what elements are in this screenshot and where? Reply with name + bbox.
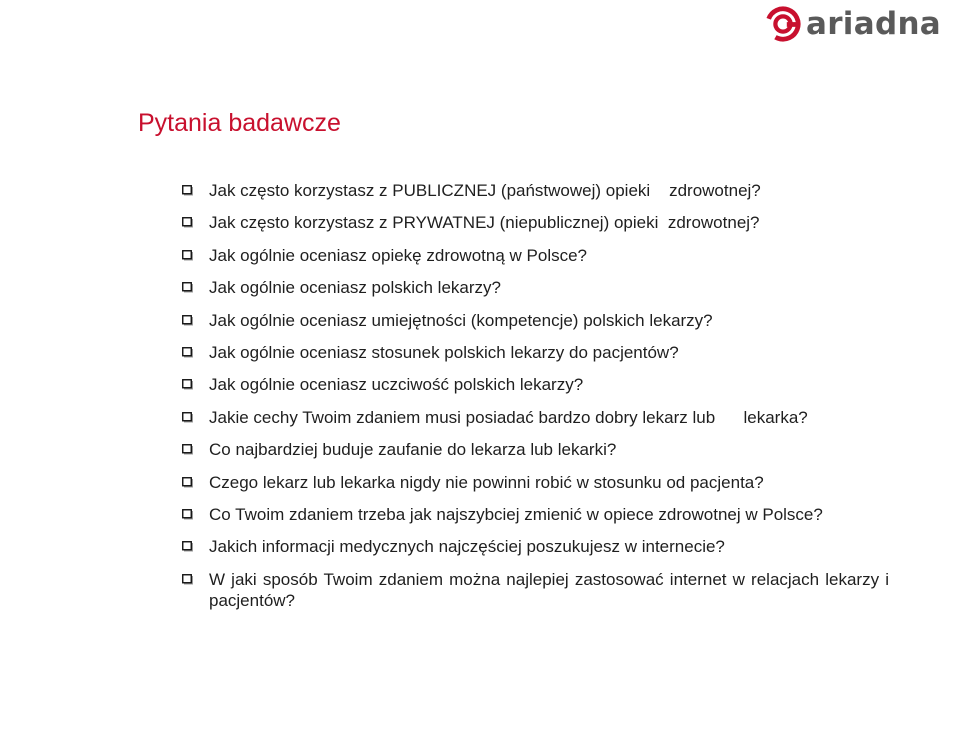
page-title: Pytania badawcze — [138, 109, 341, 137]
question-text: Jakich informacji medycznych najczęściej poszukujesz w internecie? — [209, 537, 725, 557]
question-item — [180, 180, 900, 201]
question-item — [180, 569, 889, 611]
hollow-square-bullet-icon — [182, 347, 194, 358]
hollow-square-bullet-icon — [182, 217, 194, 228]
question-item — [180, 407, 900, 428]
hollow-square-bullet-icon — [182, 509, 194, 520]
question-text: Co najbardziej buduje zaufanie do lekarza lub lekarki? — [209, 440, 617, 460]
hollow-square-bullet-icon — [182, 379, 194, 390]
question-item — [180, 504, 900, 525]
hollow-square-bullet-icon — [182, 444, 194, 455]
logo-wordmark: ariadna — [806, 6, 942, 42]
hollow-square-bullet-icon — [182, 574, 194, 585]
hollow-square-bullet-icon — [182, 412, 194, 423]
question-text: Jak ogólnie oceniasz opiekę zdrowotną w Polsce? — [209, 245, 588, 265]
question-item — [180, 342, 900, 363]
question-text: Jak ogólnie oceniasz uczciwość polskich lekarzy? — [209, 375, 584, 395]
question-item — [180, 277, 900, 298]
hollow-square-bullet-icon — [182, 315, 194, 326]
hollow-square-bullet-icon — [182, 250, 194, 261]
question-item — [180, 374, 900, 395]
question-text: W jaki sposób Twoim zdaniem można najlepiej zastosować internet w relacjach lekarzy i pacjentów? — [209, 569, 889, 610]
hollow-square-bullet-icon — [182, 541, 194, 552]
hollow-square-bullet-icon — [182, 185, 194, 196]
hollow-square-bullet-icon — [182, 477, 194, 488]
question-text: Jakie cechy Twoim zdaniem musi posiadać bardzo dobry lekarz lub lekarka? — [209, 407, 808, 427]
question-item — [180, 472, 900, 493]
question-text: Jak ogólnie oceniasz stosunek polskich lekarzy do pacjentów? — [209, 342, 679, 362]
hollow-square-bullet-icon — [182, 282, 194, 293]
question-item — [180, 536, 900, 557]
question-text: Czego lekarz lub lekarka nigdy nie powinni robić w stosunku od pacjenta? — [209, 472, 764, 492]
question-text: Jak często korzystasz z PRYWATNEJ (niepublicznej) opieki zdrowotnej? — [209, 213, 760, 233]
question-item — [180, 212, 900, 233]
question-text: Jak ogólnie oceniasz polskich lekarzy? — [209, 278, 501, 298]
ariadna-logo-mark-icon — [764, 5, 802, 43]
research-questions-list — [180, 180, 900, 622]
question-text: Co Twoim zdaniem trzeba jak najszybciej zmienić w opiece zdrowotnej w Polsce? — [209, 504, 823, 524]
question-item — [180, 439, 900, 460]
question-item — [180, 245, 900, 266]
question-item — [180, 310, 900, 331]
ariadna-logo — [764, 4, 960, 44]
question-text: Jak ogólnie oceniasz umiejętności (kompetencje) polskich lekarzy? — [209, 310, 713, 330]
question-text: Jak często korzystasz z PUBLICZNEJ (państwowej) opieki zdrowotnej? — [209, 181, 761, 200]
